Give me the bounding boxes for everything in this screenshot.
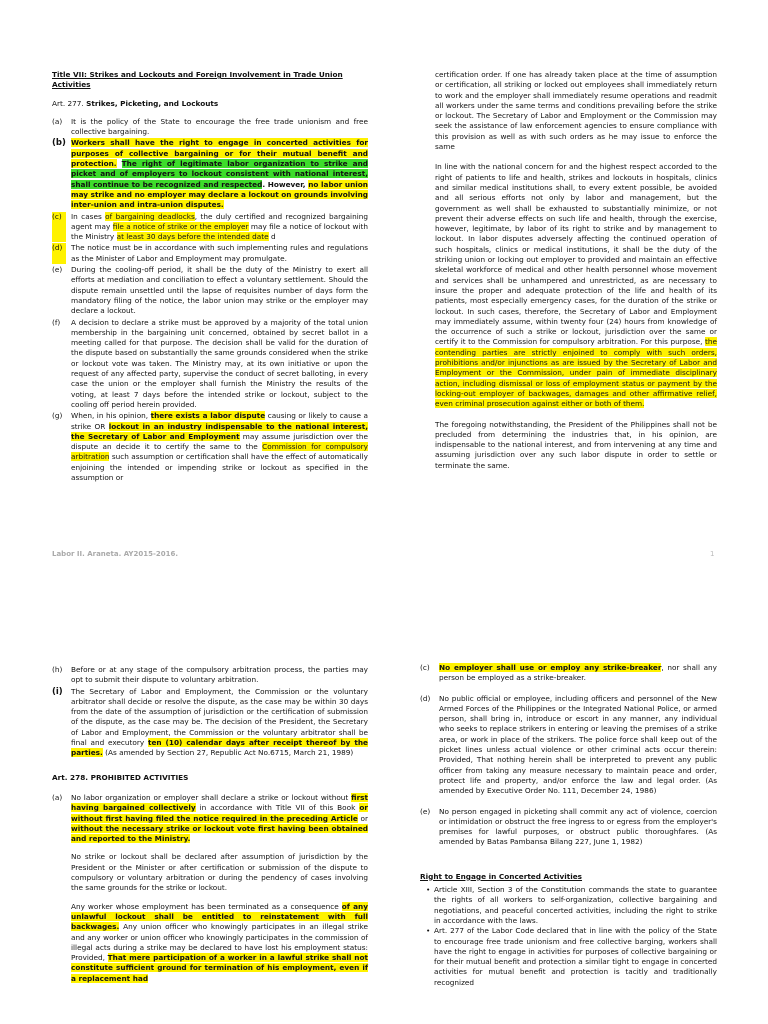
bullet-item: • Art. 277 of the Labor Code declared that in line with the policy of the State to encourage free trade unionism and free collective barging, workers shall have the right to engage in activities for purposes of collective bargaining or for their mutual benefit and protection a similar tight to engage in concerted activities for mutual benefit and protection is tacitly and traditionally recognized [426,926,717,987]
page-footer: Labor II. Araneta. AY2015-2016. [52,550,179,558]
clause-f: (f) A decision to declare a strike must be approved by a majority of the total union membership in the bargaining unit concerned, obtained by secret ballot in a meeting called for that purpose. The decision shall be valid for the duration of the dispute based on substantially the same grounds considered when the strike or lockout vote was taken. The Ministry may, at its own initiative or upon the request of any affected party, supervise the conduct of secret balloting, in every case the union or the employer shall furnish the Ministry the results of the voting, at least 7 days before the intended strike or lockout, subject to the cooling off period herein provided. [52,317,368,409]
section-title: Title VII: Strikes and Lockouts and Foreign Involvement in Trade Union Activities [52,70,343,90]
page2-right-column [420,663,717,988]
clause-h: (h) Before or at any stage of the compulsory arbitration process, the parties may opt to submit their dispute to voluntary arbitration. [52,665,368,685]
clause-d: (d) The notice must be in accordance with such implementing rules and regulations as the Minister of Labor and Employment may promulgate. [52,243,368,263]
paragraph-president: The foregoing notwithstanding, the President of the Philippines shall not be precluded from determining the industries that, in his opinion, are indispensable to the national interest, and from intervening at any time and assuming jurisdiction over any such labor dispute in order to settle or terminate the same. [435,419,717,470]
page-number: 1 [710,550,715,558]
paragraph-no-strike: No strike or lockout shall be declared after assumption of jurisdiction by the President or the Minister or after certification or submission of the dispute to compulsory or voluntary arbitration or during the pendency of cases involving the same grounds for the strike or lockout. [71,852,368,893]
paragraph-certification-order: certification order. If one has already taken place at the time of assumption or certification, all striking or locked out employees shall immediately return to work and the employer shall immediately resume operations and readmit all workers under the same terms and conditions prevailing before the strike or lockout. The Secretary of Labor and Employment or the Commission may seek the assistance of law enforcement agencies to ensure compliance with this provision as well as with such orders as he may issue to enforce the same [435,70,717,152]
paragraph-termination: Any worker whose employment has been terminated as a consequence of any unlawful lockout shall be entitled to reinstatement with full backwages. Any union officer who knowingly participates in an illegal strike and any worker or union officer who knowingly participates in the commission of illegal acts during a strike may be declared to have lost his employment status: Provided, That mere participation of a worker in a lawful strike shall not constitute sufficient ground for termination of his employment, even if a replacement had [71,901,368,983]
page2-left-column [52,665,368,989]
page1-right-column [435,70,717,476]
document-page-2 [0,645,768,1024]
clause-a: (a) It is the policy of the State to encourage the free trade unionism and free collective bargaining. [52,116,368,137]
prohibited-clause-c: (c) No employer shall use or employ any strike-breaker, nor shall any person be employed as a strike-breaker. [420,663,717,683]
clause-g: (g) When, in his opinion, there exists a labor dispute causing or likely to cause a strike OR lockout in an industry indispensable to the national interest, the Secretary of Labor and Employment may assume jurisdiction over the dispute an decide it to certify the same to the Commission for compulsory arbitration such assumption or certification shall have the effect of automatically enjoining the intended or impending strike or lockout as specified in the assumption or [52,411,369,482]
clause-b: (b) Workers shall have the right to engage in concerted activities for purposes of collective bargaining or for their mutual benefit and protection. The right of legitimate labor organization to strike and picket and of employers to lockout consistent with national interest, shall continue to be recognized and respected. However, no labor union may strike and no employer may declare a lockout on grounds involving inter-union and intra-union disputes. [52,138,368,210]
prohibited-clause-d: (d) No public official or employee, including officers and personnel of the New Armed Forces of the Philippines or the Integrated National Police, or armed person, shall bring in, introduce or escort in any manner, any individual who seeks to replace strikers in entering or leaving the premises of a strike area, or work in place of the strikers. The police force shall keep out of the picket lines unless actual violence or other criminal acts occur therein: Provided, That nothing herein shall be interpreted to prevent any public officer from taking any measure necessary to maintain peace and order, protect life and property, and/or enforce the law and legal order. (As amended by Executive Order No. 111, December 24, 1986) [420,693,717,796]
paragraph-hospitals: In line with the national concern for and the highest respect accorded to the right of patients to life and health, strikes and lockouts in hospitals, clinics and similar medical institutions shall, to every extent possible, be avoided and all serious efforts not only by labor and management, but the government as well shall be exhausted to substantially minimize, or not prevent their adverse effects on such life and health, through the exercise, however, legitimate, by labor of its right to strike and by management to lockout. In labor disputes adversely affecting the continued operation of such hospitals, clinics or medical institutions, it shall be the duty of the striking union or locking out employer to provided and maintain an effective skeletal workforce of medical and other health personnel whose movement and services shall be unhampered and unrestricted, as are necessary to insure the proper and adequate protection of the life and health of its patients, most especially emergency cases, for the duration of the strike or lockout. In such cases, therefore, the Secretary of Labor and Employment may immediately assume, within twenty four (24) hours from knowledge of the occurrence of such a strike or lockout, jurisdiction over the same or certify it to the Commission for compulsory arbitration. For this purpose, the contending parties are strictly enjoined to comply with such orders, prohibitions and/or injunctions as are issued by the Secretary of Labor and Employment or the Commission, under pain of immediate disciplinary action, including dismissal or loss of employment status or payment by the locking-out employer of backwages, damages and other affirmative relief, even criminal prosecution against either or both of them. [435,162,717,409]
clause-e: (e) During the cooling-off period, it shall be the duty of the Ministry to exert all efforts at mediation and conciliation to effect a voluntary settlement. Should the dispute remain unsettled until the lapse of requisites number of days form the mandatory filing of the notice, the labor union may strike or the employer may declare a lockout. [52,265,368,316]
clause-c: (c) In cases of bargaining deadlocks, the duly certified and recognized bargaining agent may file a notice of strike or the employer may file a notice of lockout with the Ministry at least 30 days before the intended date d [52,211,369,242]
bullet-item: • Article XIII, Section 3 of the Constitution commands the state to guarantee the rights of all workers to self-organization, collective bargaining and negotiations, and peaceful concerted activities, including the right to strike in accordance with the laws. [426,885,717,925]
clause-i: (i) The Secretary of Labor and Employment, the Commission or the voluntary arbitrator shall decide or resolve the dispute, as the case may be within 30 days from the date of the assumption of jurisdiction or the certification of submission of the dispute, as the case may be. The decision of the President, the Secretary of Labor and Employment, the Commission or the voluntary arbitrator shall be final and executory ten (10) calendar days after receipt thereof by the parties. (As amended by Section 27, Republic Act No.6715, March 21, 1989) [52,686,369,758]
article-278-heading: Art. 278. PROHIBITED ACTIVITIES [52,772,189,782]
prohibited-clause-a: (a) No labor organization or employer shall declare a strike or lockout without first having bargained collectively in accordance with Title VII of this Book or without first having filed the notice required in the preceding Article or without the necessary strike or lockout vote first having been obtained and reported to the Ministry. [52,792,368,844]
page1-left-column [52,70,368,484]
article-heading: Art. 277. Strikes, Picketing, and Lockouts [52,98,219,108]
prohibited-clause-e: (e) No person engaged in picketing shall commit any act of violence, coercion or intimidation or obstruct the free ingress to or egress from the employer's premises for lawful purposes, or obstruct public thoroughfares. (As amended by Batas Pambansa Bilang 227, June 1, 1982) [420,806,717,847]
concerted-activities-heading: Right to Engage in Concerted Activities [420,871,583,881]
